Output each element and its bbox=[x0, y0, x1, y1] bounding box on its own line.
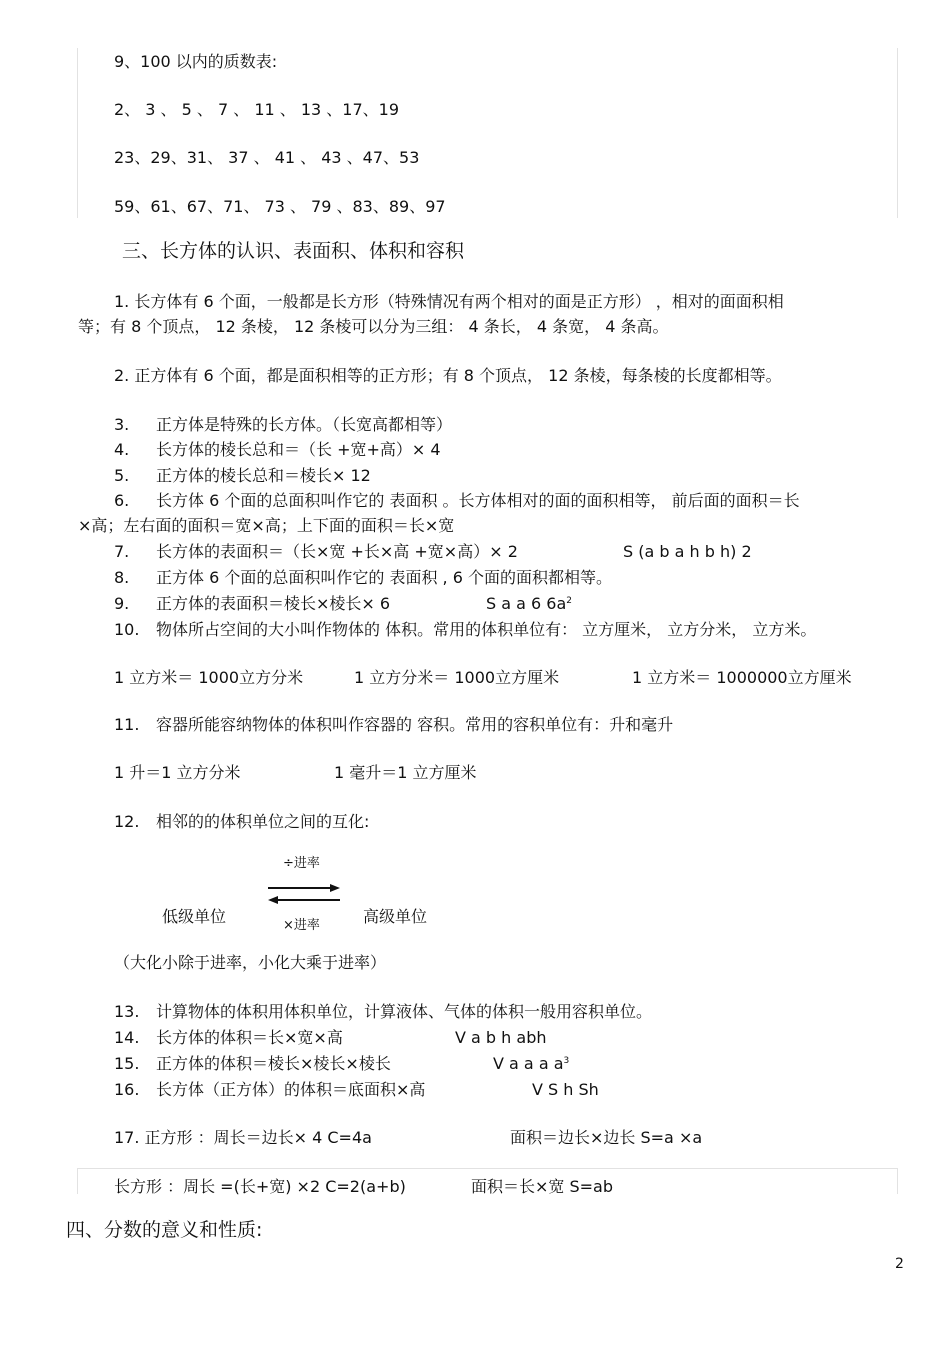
primes-title: 9、100 以内的质数表: bbox=[114, 52, 278, 71]
capacity-conversion-2: 1 毫升＝1 立方厘米 bbox=[334, 763, 477, 782]
arrow-bottom-label: ×进率 bbox=[283, 918, 320, 933]
item-14-formula: V a b h abh bbox=[455, 1028, 547, 1047]
left-border-top bbox=[77, 48, 78, 218]
right-border-top bbox=[897, 48, 898, 218]
item-3: 正方体是特殊的长方体。（长宽高都相等） bbox=[156, 415, 453, 434]
border-bottom-box-top bbox=[77, 1168, 897, 1169]
item-7-num: 7. bbox=[114, 542, 130, 561]
arrow-note: （大化小除于进率，小化大乘于进率） bbox=[114, 953, 387, 972]
item-6-line-2: ×高；左右面的面积＝宽×高；上下面的面积＝长×宽 bbox=[78, 516, 455, 535]
item-12: 相邻的的体积单位之间的互化: bbox=[156, 812, 370, 831]
rectangle-perimeter: 长方形 ：周长 =(长+宽) ×2 C=2(a+b) bbox=[114, 1177, 406, 1196]
item-15-formula: V a a a $a^3$ bbox=[493, 1054, 570, 1073]
item-9: 正方体的表面积＝棱长×棱长× 6 bbox=[156, 594, 391, 613]
item-10: 物体所占空间的大小叫作物体的 体积。常用的体积单位有： 立方厘米， 立方分米， 立方米。 bbox=[156, 620, 817, 639]
capacity-conversion-1: 1 升＝1 立方分米 bbox=[114, 763, 241, 782]
item-6-num: 6. bbox=[114, 491, 130, 510]
double-arrow-icon bbox=[266, 882, 342, 906]
primes-row-2: 23、29、31、 37 、 41 、 43 、47、53 bbox=[114, 148, 420, 167]
item-9-num: 9. bbox=[114, 594, 130, 613]
item-13-num: 13. bbox=[114, 1002, 140, 1021]
item-16: 长方体（正方体）的体积＝底面积×高 bbox=[156, 1080, 426, 1099]
item-2: 2. 正方体有 6 个面，都是面积相等的正方形；有 8 个顶点， 12 条棱，每条棱的长度都相等。 bbox=[114, 366, 782, 385]
item-15-superscript: 3 bbox=[563, 1056, 570, 1066]
right-border-bottom bbox=[897, 1168, 898, 1194]
volume-conversion-2: 1 立方分米＝ 1000立方厘米 bbox=[354, 668, 560, 687]
item-5-num: 5. bbox=[114, 466, 130, 485]
item-1-line-1: 1. 长方体有 6 个面，一般都是长方形（特殊情况有两个相对的面是正方形） ，相对的面面积相 bbox=[114, 292, 784, 311]
item-8: 正方体 6 个面的总面积叫作它的 表面积 , 6 个面的面积都相等。 bbox=[156, 568, 612, 587]
volume-conversion-3: 1 立方米＝ 1000000立方厘米 bbox=[632, 668, 852, 687]
item-14-num: 14. bbox=[114, 1028, 140, 1047]
item-7: 长方体的表面积＝（长×宽 +长×高 +宽×高）× 2 bbox=[156, 542, 518, 561]
item-11: 容器所能容纳物体的体积叫作容器的 容积。常用的容积单位有：升和毫升 bbox=[156, 715, 674, 734]
left-border-bottom bbox=[77, 1168, 78, 1194]
item-8-num: 8. bbox=[114, 568, 130, 587]
item-9-superscript: 2 bbox=[566, 596, 573, 606]
item-1-line-2: 等；有 8 个顶点， 12 条棱， 12 条棱可以分为三组： 4 条长， 4 条宽， 4 条高。 bbox=[78, 317, 669, 336]
item-7-formula: S (a b a h b h) 2 bbox=[623, 542, 752, 561]
item-5: 正方体的棱长总和＝棱长× 12 bbox=[156, 466, 371, 485]
primes-row-3: 59、61、67、71、 73 、 79 、83、89、97 bbox=[114, 197, 446, 216]
item-15-num: 15. bbox=[114, 1054, 140, 1073]
item-17-square-area: 面积＝边长×边长 S=a ×a bbox=[510, 1128, 703, 1147]
unit-low: 低级单位 bbox=[162, 907, 227, 926]
item-16-num: 16. bbox=[114, 1080, 140, 1099]
rectangle-area: 面积＝长×宽 S=ab bbox=[471, 1177, 614, 1196]
item-17-square: 17. 正方形 ：周长＝边长× 4 C=4a bbox=[114, 1128, 372, 1147]
item-4-num: 4. bbox=[114, 440, 130, 459]
unit-high: 高级单位 bbox=[363, 907, 428, 926]
page-number: 2 bbox=[895, 1256, 904, 1272]
item-12-num: 12. bbox=[114, 812, 140, 831]
item-4: 长方体的棱长总和＝（长 +宽+高）× 4 bbox=[156, 440, 441, 459]
item-14: 长方体的体积＝长×宽×高 bbox=[156, 1028, 343, 1047]
volume-conversion-1: 1 立方米＝ 1000立方分米 bbox=[114, 668, 304, 687]
item-11-num: 11. bbox=[114, 715, 140, 734]
item-13: 计算物体的体积用体积单位，计算液体、气体的体积一般用容积单位。 bbox=[156, 1002, 653, 1021]
section-4-heading: 四、分数的意义和性质: bbox=[66, 1219, 263, 1241]
item-15: 正方体的体积＝棱长×棱长×棱长 bbox=[156, 1054, 391, 1073]
item-10-num: 10. bbox=[114, 620, 140, 639]
item-9-formula: S a a 6 $6a^2$ bbox=[486, 594, 573, 613]
item-6-line-1: 长方体 6 个面的总面积叫作它的 表面积 。长方体相对的面的面积相等， 前后面的面积＝长 bbox=[156, 491, 800, 510]
primes-row-1: 2、 3 、 5 、 7 、 11 、 13 、17、19 bbox=[114, 100, 400, 119]
item-3-num: 3. bbox=[114, 415, 130, 434]
item-16-formula: V S h Sh bbox=[532, 1080, 599, 1099]
section-3-heading: 三、长方体的认识、表面积、体积和容积 bbox=[122, 240, 465, 262]
arrow-top-label: ÷进率 bbox=[283, 856, 320, 871]
